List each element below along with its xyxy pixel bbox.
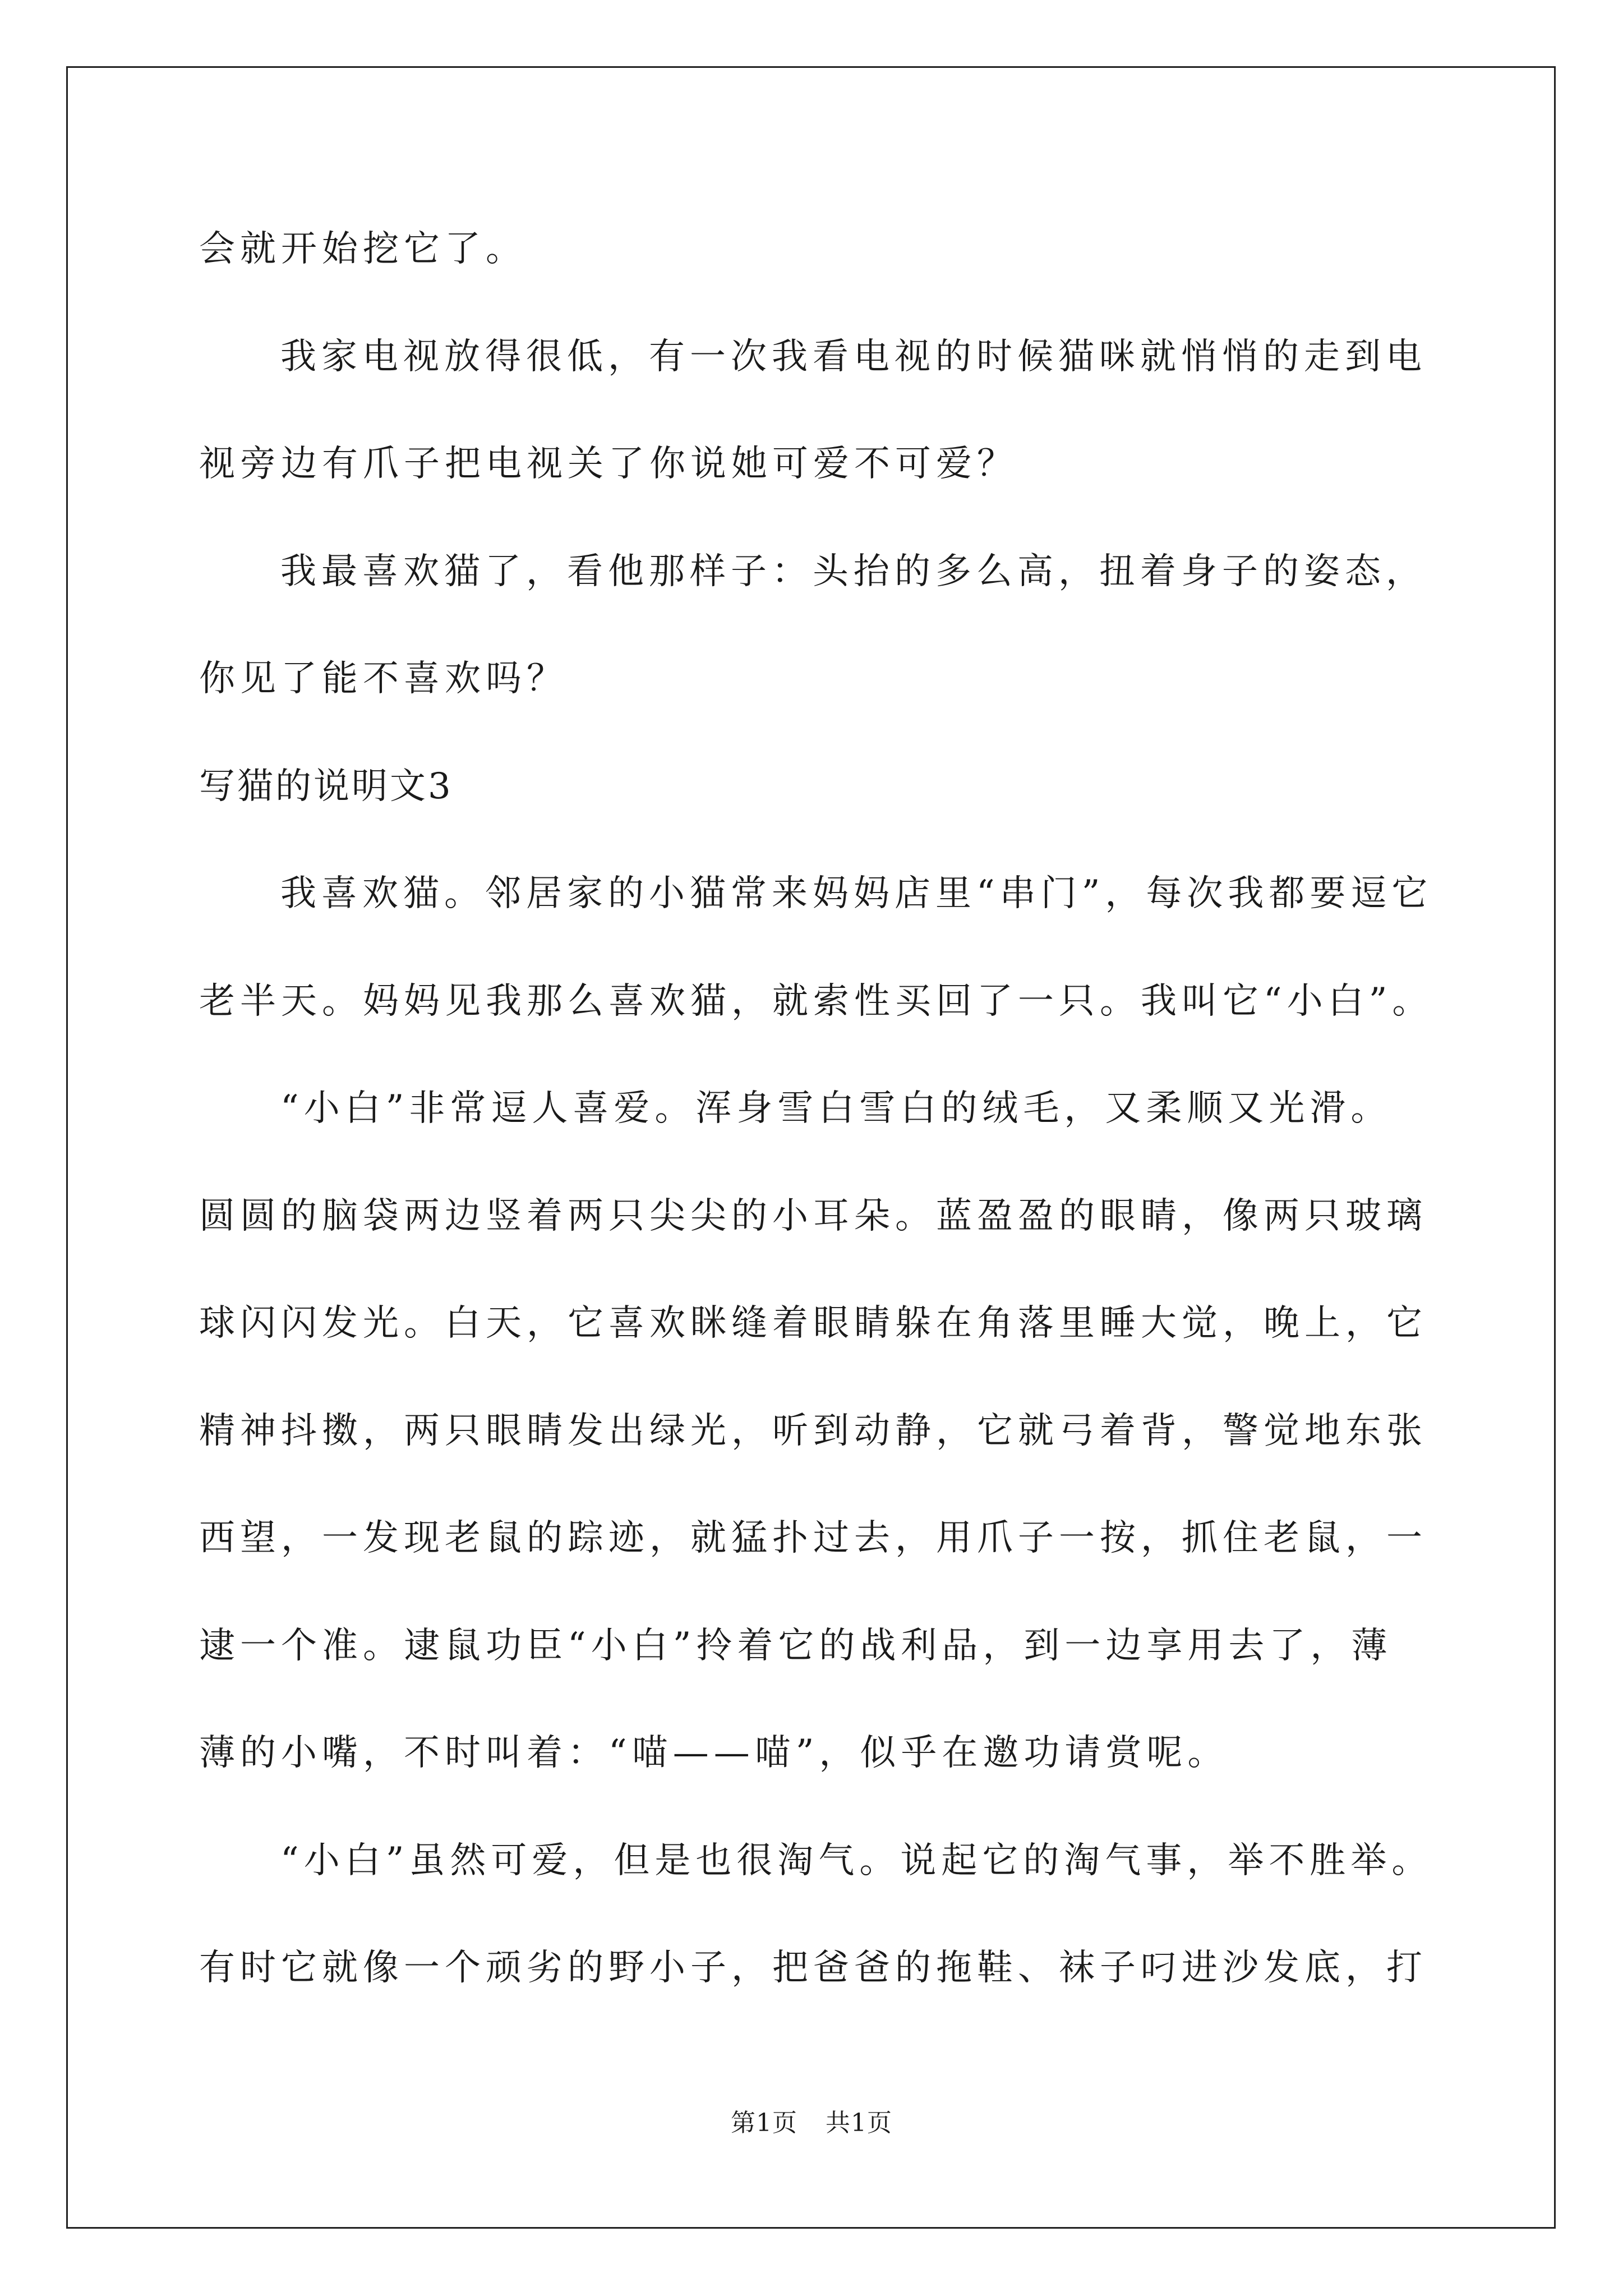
text-line: 球闪闪发光。白天，它喜欢眯缝着眼睛躲在角落里睡大觉，晚上，它 [199, 1303, 1427, 1344]
page-total: 共1页 [826, 2109, 892, 2137]
text-line: 西望，一发现老鼠的踪迹，就猛扑过去，用爪子一按，抓住老鼠，一 [199, 1517, 1427, 1559]
page-border [66, 66, 1556, 2229]
text-line: 你见了能不喜欢吗？ [199, 658, 568, 700]
text-line: 有时它就像一个顽劣的野小子，把爸爸的拖鞋、袜子叼进沙发底，打 [199, 1947, 1427, 1989]
text-line: 老半天。妈妈见我那么喜欢猫，就索性买回了一只。我叫它“小白”。 [199, 981, 1433, 1022]
page-number: 第1页 [731, 2109, 797, 2137]
text-line: 逮一个准。逮鼠功臣“小白”拎着它的战利品，到一边享用去了，薄 [199, 1625, 1393, 1667]
page-footer [0, 2102, 1623, 2138]
text-line: 会就开始挖它了。 [199, 228, 527, 270]
section-heading: 写猫的说明文3 [199, 766, 453, 807]
text-line: “小白”虽然可爱，但是也很淘气。说起它的淘气事，举不胜举。 [280, 1840, 1433, 1881]
text-line: 精神抖擞，两只眼睛发出绿光，听到动静，它就弓着背，警觉地东张 [199, 1410, 1427, 1452]
text-line: “小白”非常逗人喜爱。浑身雪白雪白的绒毛，又柔顺又光滑。 [280, 1088, 1392, 1129]
text-line: 我最喜欢猫了，看他那样子：头抬的多么高，扭着身子的姿态， [280, 551, 1427, 592]
text-line: 我喜欢猫。邻居家的小猫常来妈妈店里“串门”，每次我都要逗它 [280, 873, 1433, 914]
text-line: 薄的小嘴，不时叫着：“喵——喵”，似乎在邀功请赏呢。 [199, 1732, 1229, 1774]
text-line: 圆圆的脑袋两边竖着两只尖尖的小耳朵。蓝盈盈的眼睛，像两只玻璃 [199, 1195, 1427, 1237]
text-line: 我家电视放得很低，有一次我看电视的时候猫咪就悄悄的走到电 [280, 336, 1427, 378]
text-line: 视旁边有爪子把电视关了你说她可爱不可爱？ [199, 443, 1018, 485]
